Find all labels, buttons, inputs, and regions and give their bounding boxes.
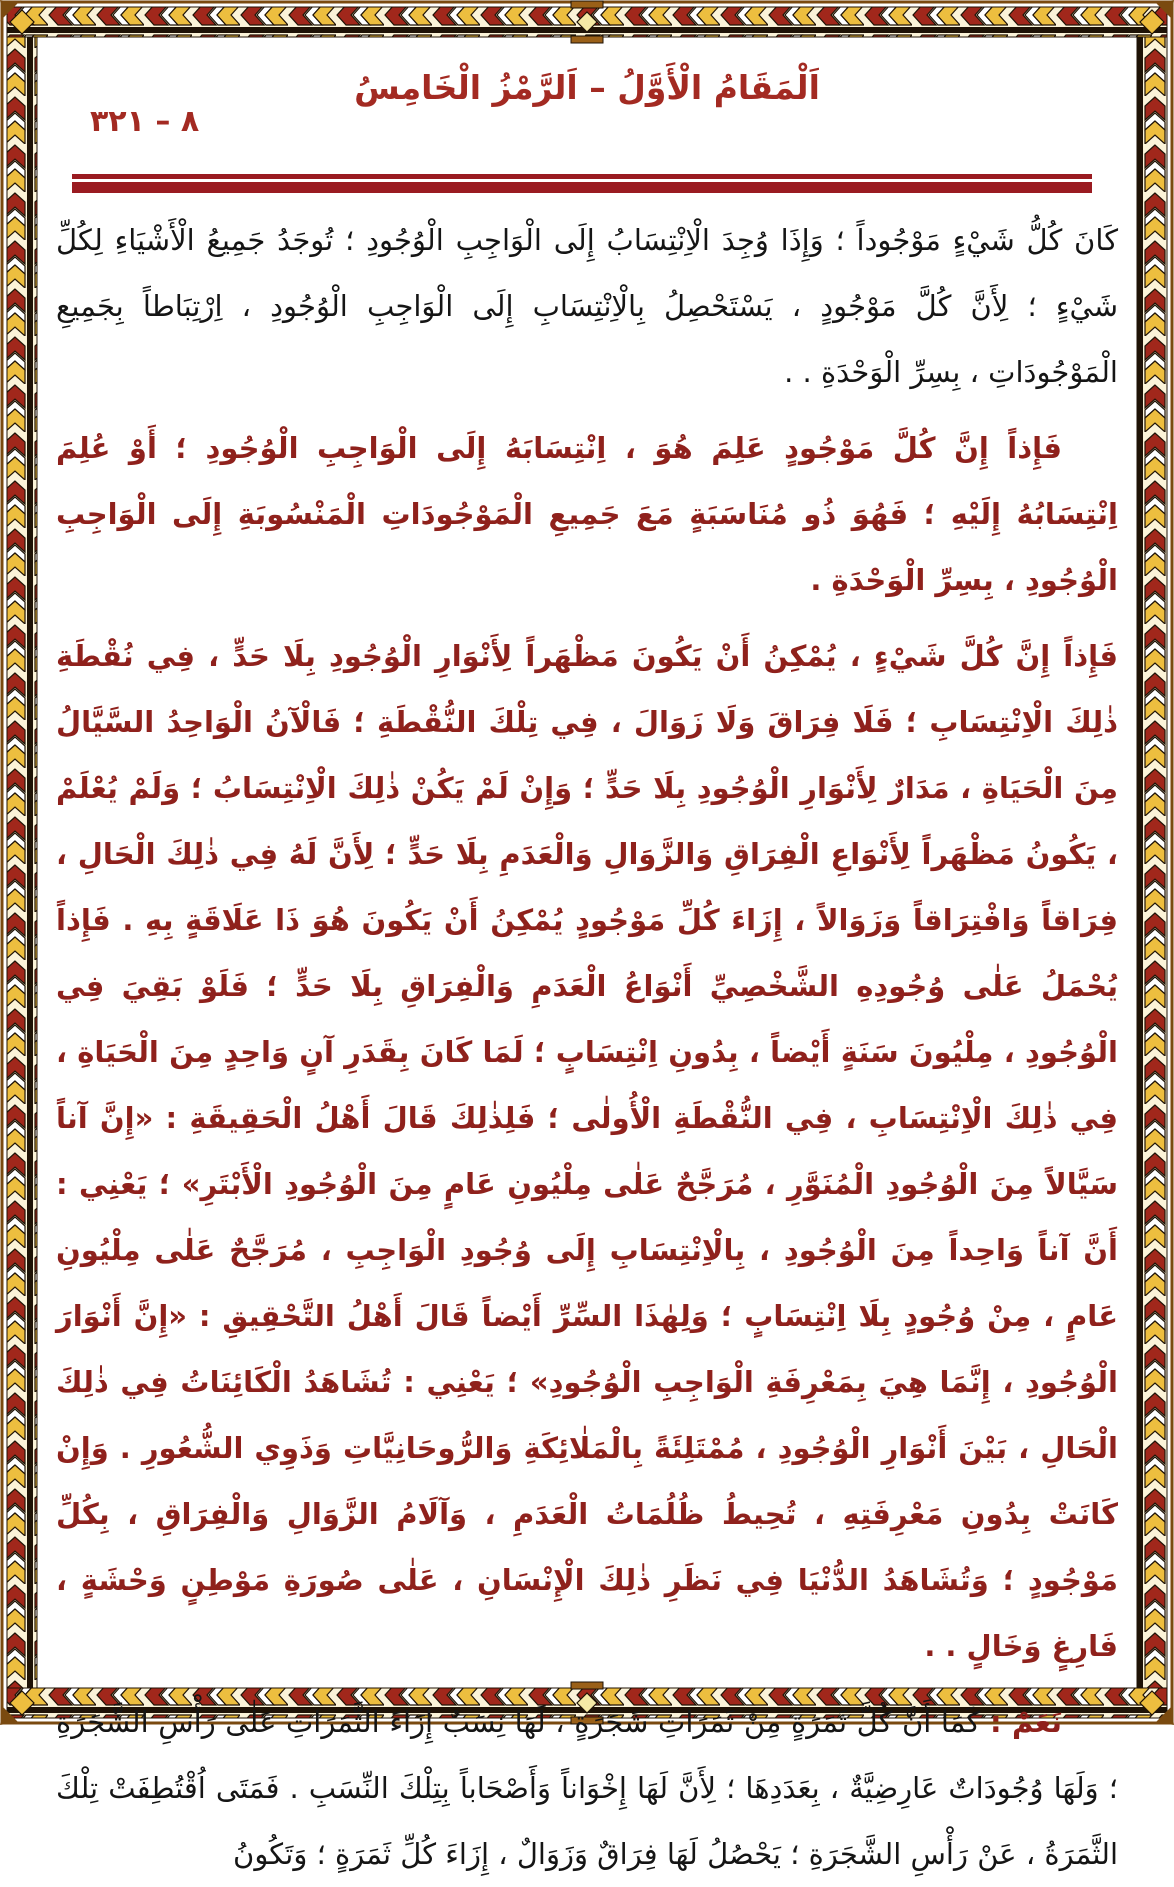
- page-header: [56, 68, 1118, 164]
- body-text: [56, 207, 1118, 1887]
- page-title: اَلْمَقَامُ الْأَوَّلُ – اَلرَّمْزُ الْخَامِسُ: [354, 68, 820, 107]
- paragraph-4-body: كَمَا أَنَّ كُلَّ ثَمَرَةٍ مِنْ ثَمَرَاتِ شَجَرَةٍ ، لَهَا نِسَبٌ إِزَاءَ الثَّمَرَاتِ عَلٰى رَأْسِ الشَّجَرَةِ ؛ وَلَهَا وُجُودَاتٌ عَارِضِيَّةٌ ، بِعَدَدِهَا ؛ لِأَنَّ لَهَا إِخْوَاناً وَأَصْحَاباً بِتِلْكَ النِّسَبِ . فَمَتَى اُقْتُطِفَتْ تِلْكَ الثَّمَرَةُ ، عَنْ رَأْسِ الشَّجَرَةِ ؛ يَحْصُلُ لَهَا فِرَاقٌ وَزَوَالٌ ، إِزَاءَ كُلِّ ثَمَرَةٍ ؛ وَتَكُونُ: [56, 1705, 1118, 1871]
- paragraph-2: فَإِذاً إِنَّ كُلَّ مَوْجُودٍ عَلِمَ هُوَ ، اِنْتِسَابَهُ إِلَى الْوَاجِبِ الْوُجُودِ ؛ أَوْ عُلِمَ اِنْتِسَابُهُ إِلَيْهِ ؛ فَهُوَ ذُو مُنَاسَبَةٍ مَعَ جَمِيعِ الْمَوْجُودَاتِ الْمَنْسُوبَةِ إِلَى الْوَاجِبِ الْوُجُودِ ، بِسِرِّ الْوَحْدَةِ .: [56, 431, 1118, 597]
- page-number: ٨ – ٣٢١: [90, 104, 200, 139]
- paragraph-1: كَانَ كُلُّ شَيْءٍ مَوْجُوداً ؛ وَإِذَا وُجِدَ الْاِنْتِسَابُ إِلَى الْوَاجِبِ الْوُجُودِ ؛ تُوجَدُ جَمِيعُ الْأَشْيَاءِ لِكُلِّ شَيْءٍ ؛ لِأَنَّ كُلَّ مَوْجُودٍ ، يَسْتَحْصِلُ بِالْاِنْتِسَابِ إِلَى الْوَاجِبِ الْوُجُودِ ، اِرْتِبَاطاً بِجَمِيعِ الْمَوْجُودَاتِ ، بِسِرِّ الْوَحْدَةِ . .: [56, 223, 1118, 389]
- paragraph-4: [56, 1689, 1118, 1887]
- header-divider: [72, 174, 1092, 193]
- paragraph-4-lead: نَعَمْ :: [989, 1705, 1062, 1739]
- paragraph-3: فَإِذاً إِنَّ كُلَّ شَيْءٍ ، يُمْكِنُ أَنْ يَكُونَ مَظْهَراً لِأَنْوَارِ الْوُجُودِ بِلَا حَدٍّ ، فِي نُقْطَةِ ذٰلِكَ الْاِنْتِسَابِ ؛ فَلَا فِرَاقَ وَلَا زَوَالَ ، فِي تِلْكَ النُّقْطَةِ ؛ فَالْآنُ الْوَاحِدُ السَّيَّالُ مِنَ الْحَيَاةِ ، مَدَارٌ لِأَنْوَارِ الْوُجُودِ بِلَا حَدٍّ ؛ وَإِنْ لَمْ يَكُنْ ذٰلِكَ الْاِنْتِسَابُ ؛ وَلَمْ يُعْلَمْ ، يَكُونُ مَظْهَراً لِأَنْوَاعِ الْفِرَاقِ وَالزَّوَالِ وَالْعَدَمِ بِلَا حَدٍّ ؛ لِأَنَّ لَهُ فِي ذٰلِكَ الْحَالِ ، فِرَاقاً وَافْتِرَاقاً وَزَوَالاً ، إِزَاءَ كُلِّ مَوْجُودٍ يُمْكِنُ أَنْ يَكُونَ هُوَ ذَا عَلَاقَةٍ بِهِ . فَإِذاً يُحْمَلُ عَلٰى وُجُودِهِ الشَّخْصِيِّ أَنْوَاعُ الْعَدَمِ وَالْفِرَاقِ بِلَا حَدٍّ ؛ فَلَوْ بَقِيَ فِي الْوُجُودِ ، مِلْيُونَ سَنَةٍ أَيْضاً ، بِدُونِ اِنْتِسَابٍ ؛ لَمَا كَانَ بِقَدَرِ آنٍ وَاحِدٍ مِنَ الْحَيَاةِ ، فِي ذٰلِكَ الْاِنْتِسَابِ ، فِي النُّقْطَةِ الْأُولٰى ؛ فَلِذٰلِكَ قَالَ أَهْلُ الْحَقِيقَةِ : «إِنَّ آناً سَيَّالاً مِنَ الْوُجُودِ الْمُنَوَّرِ ، مُرَجَّحٌ عَلٰى مِلْيُونِ عَامٍ مِنَ الْوُجُودِ الْأَبْتَرِ» ؛ يَعْنِي : أَنَّ آناً وَاحِداً مِنَ الْوُجُودِ ، بِالْاِنْتِسَابِ إِلَى وُجُودِ الْوَاجِبِ ، مُرَجَّحٌ عَلٰى مِلْيُونِ عَامٍ ، مِنْ وُجُودٍ بِلَا اِنْتِسَابٍ ؛ وَلِهٰذَا السِّرِّ أَيْضاً قَالَ أَهْلُ التَّحْقِيقِ : «إِنَّ أَنْوَارَ الْوُجُودِ ، إِنَّمَا هِيَ بِمَعْرِفَةِ الْوَاجِبِ الْوُجُودِ» ؛ يَعْنِي : تُشَاهَدُ الْكَائِنَاتُ فِي ذٰلِكَ الْحَالِ ، بَيْنَ أَنْوَارِ الْوُجُودِ ، مُمْتَلِئَةً بِالْمَلٰائِكَةِ وَالرُّوحَانِيَّاتِ وَذَوِي الشُّعُورِ . وَإِنْ كَانَتْ بِدُونِ مَعْرِفَتِهِ ، تُحِيطُ ظُلُمَاتُ الْعَدَمِ ، وَآلَامُ الزَّوَالِ وَالْفِرَاقِ ، بِكُلِّ مَوْجُودٍ ؛ وَتُشَاهَدُ الدُّنْيَا فِي نَظَرِ ذٰلِكَ الْإِنْسَانِ ، عَلٰى صُورَةِ مَوْطِنٍ وَحْشَةٍ ، فَارِغٍ وَخَالٍ . .: [56, 639, 1118, 1663]
